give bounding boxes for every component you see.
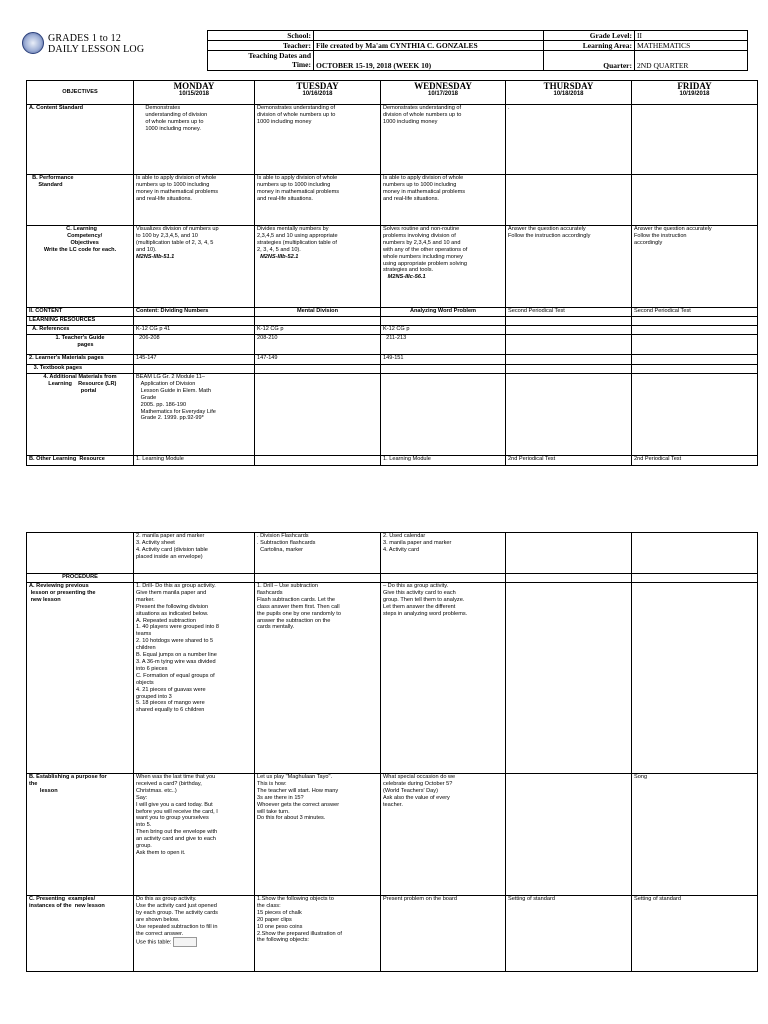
cell-thursday [506,326,632,335]
cell-tuesday [255,456,381,466]
cell-wednesday [381,374,506,456]
learning-resources-row [27,317,758,326]
cell-thursday [506,175,632,226]
cell-friday [632,175,758,226]
cell-tuesday: 1.Show the following objects to the class: 15 pieces of chalk 20 paper clips 10 one peso coins 2.Show the prepared illustration of the following objects: [255,896,381,972]
row-label: C. Presenting examples/ instances of the new lesson [27,896,134,972]
cell-wednesday: Analyzing Word Problem [381,308,506,317]
row-label: 1. Teacher's Guide pages [27,335,134,355]
performance-standard-row [27,175,758,226]
objectives-header: OBJECTIVES [27,81,134,105]
row-label [27,533,134,574]
cell-wednesday [381,365,506,374]
row-label: II. CONTENT [27,308,134,317]
reviewing-row [27,583,758,774]
day-date: 10/15/2018 [178,91,210,97]
cell-monday: When was the last time that you received a card? (birthday, Christmas. etc..) Say: I will give you a card today. But before you will receive the card, I want you to group yourselves into 5. Then bring out the envelope with an activity card and give to each group. Ask them to open it. [134,774,255,896]
cell-thursday [506,317,632,326]
row-label: PROCEDURE [27,574,134,583]
cell-tuesday: 1. Drill – Use subtraction flashcards Flash subtraction cards. Let the class answer them first. Then call the pupils one by one randomly to answer the subtraction on the cards mentally. [255,583,381,774]
cell-friday [632,317,758,326]
other-resources-row [27,456,758,466]
references-row [27,326,758,335]
cell-wednesday: 149-151 [381,355,506,365]
day-header-monday [134,81,255,105]
cell-monday [134,896,255,972]
materials-continued-row [27,533,758,574]
establishing-purpose-row [27,774,758,896]
content-standard-row [27,105,758,175]
cell-friday [632,365,758,374]
row-label: B. Other Learning Resource [27,456,134,466]
learning-area-label: Learning Area: [544,41,635,51]
cell-monday [134,317,255,326]
row-label: 2. Learner's Materials pages [27,355,134,365]
cell-friday [632,374,758,456]
row-label: 3. Textbook pages [27,365,134,374]
cell-thursday: Second Periodical Test [506,308,632,317]
cell-friday [632,105,758,175]
row-label: B. Performance Standard [27,175,134,226]
learners-materials-row [27,355,758,365]
additional-materials-row [27,374,758,456]
day-name: FRIDAY [677,81,712,91]
day-date: 10/18/2018 [553,91,584,97]
learning-competency-row [27,226,758,308]
cell-monday: Content: Dividing Numbers [134,308,255,317]
day-header-thursday [506,81,632,105]
cell-tuesday: 147-149 [255,355,381,365]
textbook-row [27,365,758,374]
lesson-plan-table-page-2 [26,532,758,972]
teaching-dates-value: OCTOBER 15-19, 2018 (WEEK 10) [314,51,544,71]
quarter-label: Quarter: [544,51,635,71]
cell-thursday: Setting of standard [506,896,632,972]
cell-thursday [506,335,632,355]
cell-wednesday: Present problem on the board [381,896,506,972]
grade-label: Grade Level: [544,31,635,41]
cell-tuesday [255,574,381,583]
presenting-examples-row [27,896,758,972]
cell-wednesday [381,317,506,326]
row-label: 4. Additional Materials from Learning Resource (LR) portal [27,374,134,456]
cell-tuesday [255,374,381,456]
competency-text: Visualizes division of numbers up to 100 by 2,3,4,5, and 10 (multiplication table of 2, 3, 4, 5 and 10). [136,226,219,253]
school-value [314,31,544,41]
cell-tuesday: Demonstrates understanding of division of whole numbers up to 1000 including money [255,105,381,175]
cell-wednesday [381,226,506,308]
cell-friday [632,574,758,583]
cell-friday: Second Periodical Test [632,308,758,317]
cell-thursday: 2nd Periodical Test [506,456,632,466]
cell-friday: Song [632,774,758,896]
cell-monday: 1. Drill- Do this as group activity. Give them manila paper and marker. Present the following division situations as indicated below. A. Repeated subtraction 1. 40 players were grouped into 8 teams 2. 10 hotdogs were shared to 5 children B. Equal jumps on a number line 3. A 36-m tying wire was divided into 6 pieces C. Formation of equal groups of objects 4. 21 pieces of guavas were grouped into 3 5. 18 pieces of mango were shared equally to 6 children [134,583,255,774]
cell-monday: BEAM LG Gr. 2 Module 11– Application of Division Lesson Guide in Elem. Math Grade 2005. pp. 186-190 Mathematics for Everyday Life Grade 2. 1999. pp.92-99* [134,374,255,456]
cell-monday: 206-208 [134,335,255,355]
cell-friday [632,326,758,335]
competency-text: Solves routine and non-routine problems involving division of numbers by 2,3,4,5 and 10 and with any of the other operations of whole numbers including money using appropriate problem solving strategies and tools. [383,226,468,274]
cell-wednesday: Demonstrates understanding of division of whole numbers up to 1000 including money [381,105,506,175]
cell-friday: 2nd Periodical Test [632,456,758,466]
teacher-label: Teacher: [208,41,314,51]
cell-monday: Is able to apply division of whole numbers up to 1000 including money in mathematical problems and real-life situations. [134,175,255,226]
cell-wednesday: 1. Learning Module [381,456,506,466]
cell-monday: 145-147 [134,355,255,365]
row-label: A. Reviewing previous lesson or presenting the new lesson [27,583,134,774]
cell-thursday [506,583,632,774]
row-label: C. Learning Competency/ Objectives Write the LC code for each. [27,226,134,308]
cell-thursday [506,533,632,574]
cell-monday: 2. manila paper and marker 3. Activity sheet 4. Activity card (division table placed inside an envelope) [134,533,255,574]
table-thumbnail-icon [173,937,197,947]
cell-friday: Setting of standard [632,896,758,972]
cell-friday: Answer the question accurately Follow the instruction accordingly [632,226,758,308]
cell-friday [632,355,758,365]
cell-tuesday: Is able to apply division of whole numbers up to 1000 including money in mathematical problems and real-life situations. [255,175,381,226]
cell-tuesday: Let us play "Maghulaan Tayo". This is how: The teacher will start. How many 3s are there in 15? Whoever gets the correct answer will take turn. Do this for about 3 minutes. [255,774,381,896]
cell-thursday: . [506,105,632,175]
day-header-tuesday [255,81,381,105]
cell-friday [632,583,758,774]
row-label: B. Establishing a purpose for the lesson [27,774,134,896]
cell-tuesday: . Division Flashcards . Subtraction flashcards Cartolina, marker [255,533,381,574]
cell-wednesday: 2. Used calendar 3. manila paper and marker 4. Activity card [381,533,506,574]
lc-code: M2NS-IIIc-56.1 [383,274,426,281]
day-header-friday [632,81,758,105]
cell-monday [134,574,255,583]
cell-tuesday: Mental Division [255,308,381,317]
content-row [27,308,758,317]
cell-monday: Demonstrates understanding of division of whole numbers up to 1000 including money. [134,105,255,175]
cell-friday [632,533,758,574]
procedure-row [27,574,758,583]
cell-thursday [506,774,632,896]
cell-monday [134,226,255,308]
cell-thursday [506,365,632,374]
row-label: A. References [27,326,134,335]
logo-line-1: GRADES 1 to 12 [48,33,122,44]
lc-code: M2NS-IIIb-52.1 [257,253,299,260]
cell-tuesday: 208-210 [255,335,381,355]
cell-thursday [506,574,632,583]
school-label: School: [208,31,314,41]
row-label: A. Content Standard [27,105,134,175]
cell-monday: K-12 CG p 41 [134,326,255,335]
cell-wednesday: K-12 CG p [381,326,506,335]
teacher-value: File created by Ma'am CYNTHIA C. GONZALES [314,41,544,51]
logo-line-2: DAILY LESSON LOG [48,44,145,55]
cell-wednesday [381,574,506,583]
day-date: 10/19/2018 [679,91,710,97]
day-name: WEDNESDAY [414,81,472,91]
lesson-plan-table-page-1 [26,80,758,466]
row-label: LEARNING RESOURCES [27,317,134,326]
competency-text: Divides mentally numbers by 2,3,4,5 and 10 using appropriate strategies (multiplication table of 2, 3, 4, 5 and 10). [257,226,338,253]
teachers-guide-row [27,335,758,355]
teaching-dates-label-line-2: Time: [291,60,311,69]
cell-wednesday: What special occasion do we celebrate during October 5? (World Teachers' Day) Ask also the value of every teacher. [381,774,506,896]
cell-tuesday [255,226,381,308]
cell-wednesday: 211-213 [381,335,506,355]
lc-code: M2NS-IIIb-51.1 [136,253,175,260]
day-name: TUESDAY [296,81,339,91]
day-header-wednesday [381,81,506,105]
cell-wednesday: Is able to apply division of whole numbers up to 1000 including money in mathematical problems and real-life situations. [381,175,506,226]
cell-friday [632,335,758,355]
teaching-dates-label-line-1: Teaching Dates and [248,51,311,60]
quarter-value: 2ND QUARTER [635,51,748,71]
cell-wednesday: – Do this as group activity. Give this activity card to each group. Then tell them to analyze. Let them answer the different steps in analyzing word problems. [381,583,506,774]
day-name: MONDAY [173,81,215,91]
cell-thursday [506,355,632,365]
teaching-dates-label [208,51,314,71]
cell-tuesday [255,317,381,326]
presenting-text: Do this as group activity. Use the activity card just opened by each group. The activity cards are shown below. Use repeated subtraction to fill in the correct answer. Use this table: [136,896,218,946]
header-table [207,30,748,71]
cell-tuesday: K-12 CG p [255,326,381,335]
cell-thursday: Answer the question accurately Follow the instruction accordingly [506,226,632,308]
day-date: 10/17/2018 [427,91,459,97]
day-name: THURSDAY [543,81,594,91]
cell-tuesday [255,365,381,374]
learning-area-value: MATHEMATICS [635,41,748,51]
cell-monday: 1. Learning Module [134,456,255,466]
day-date: 10/16/2018 [302,91,333,97]
deped-seal-icon [22,32,44,54]
cell-monday [134,365,255,374]
cell-thursday [506,374,632,456]
grade-value: II [635,31,748,41]
